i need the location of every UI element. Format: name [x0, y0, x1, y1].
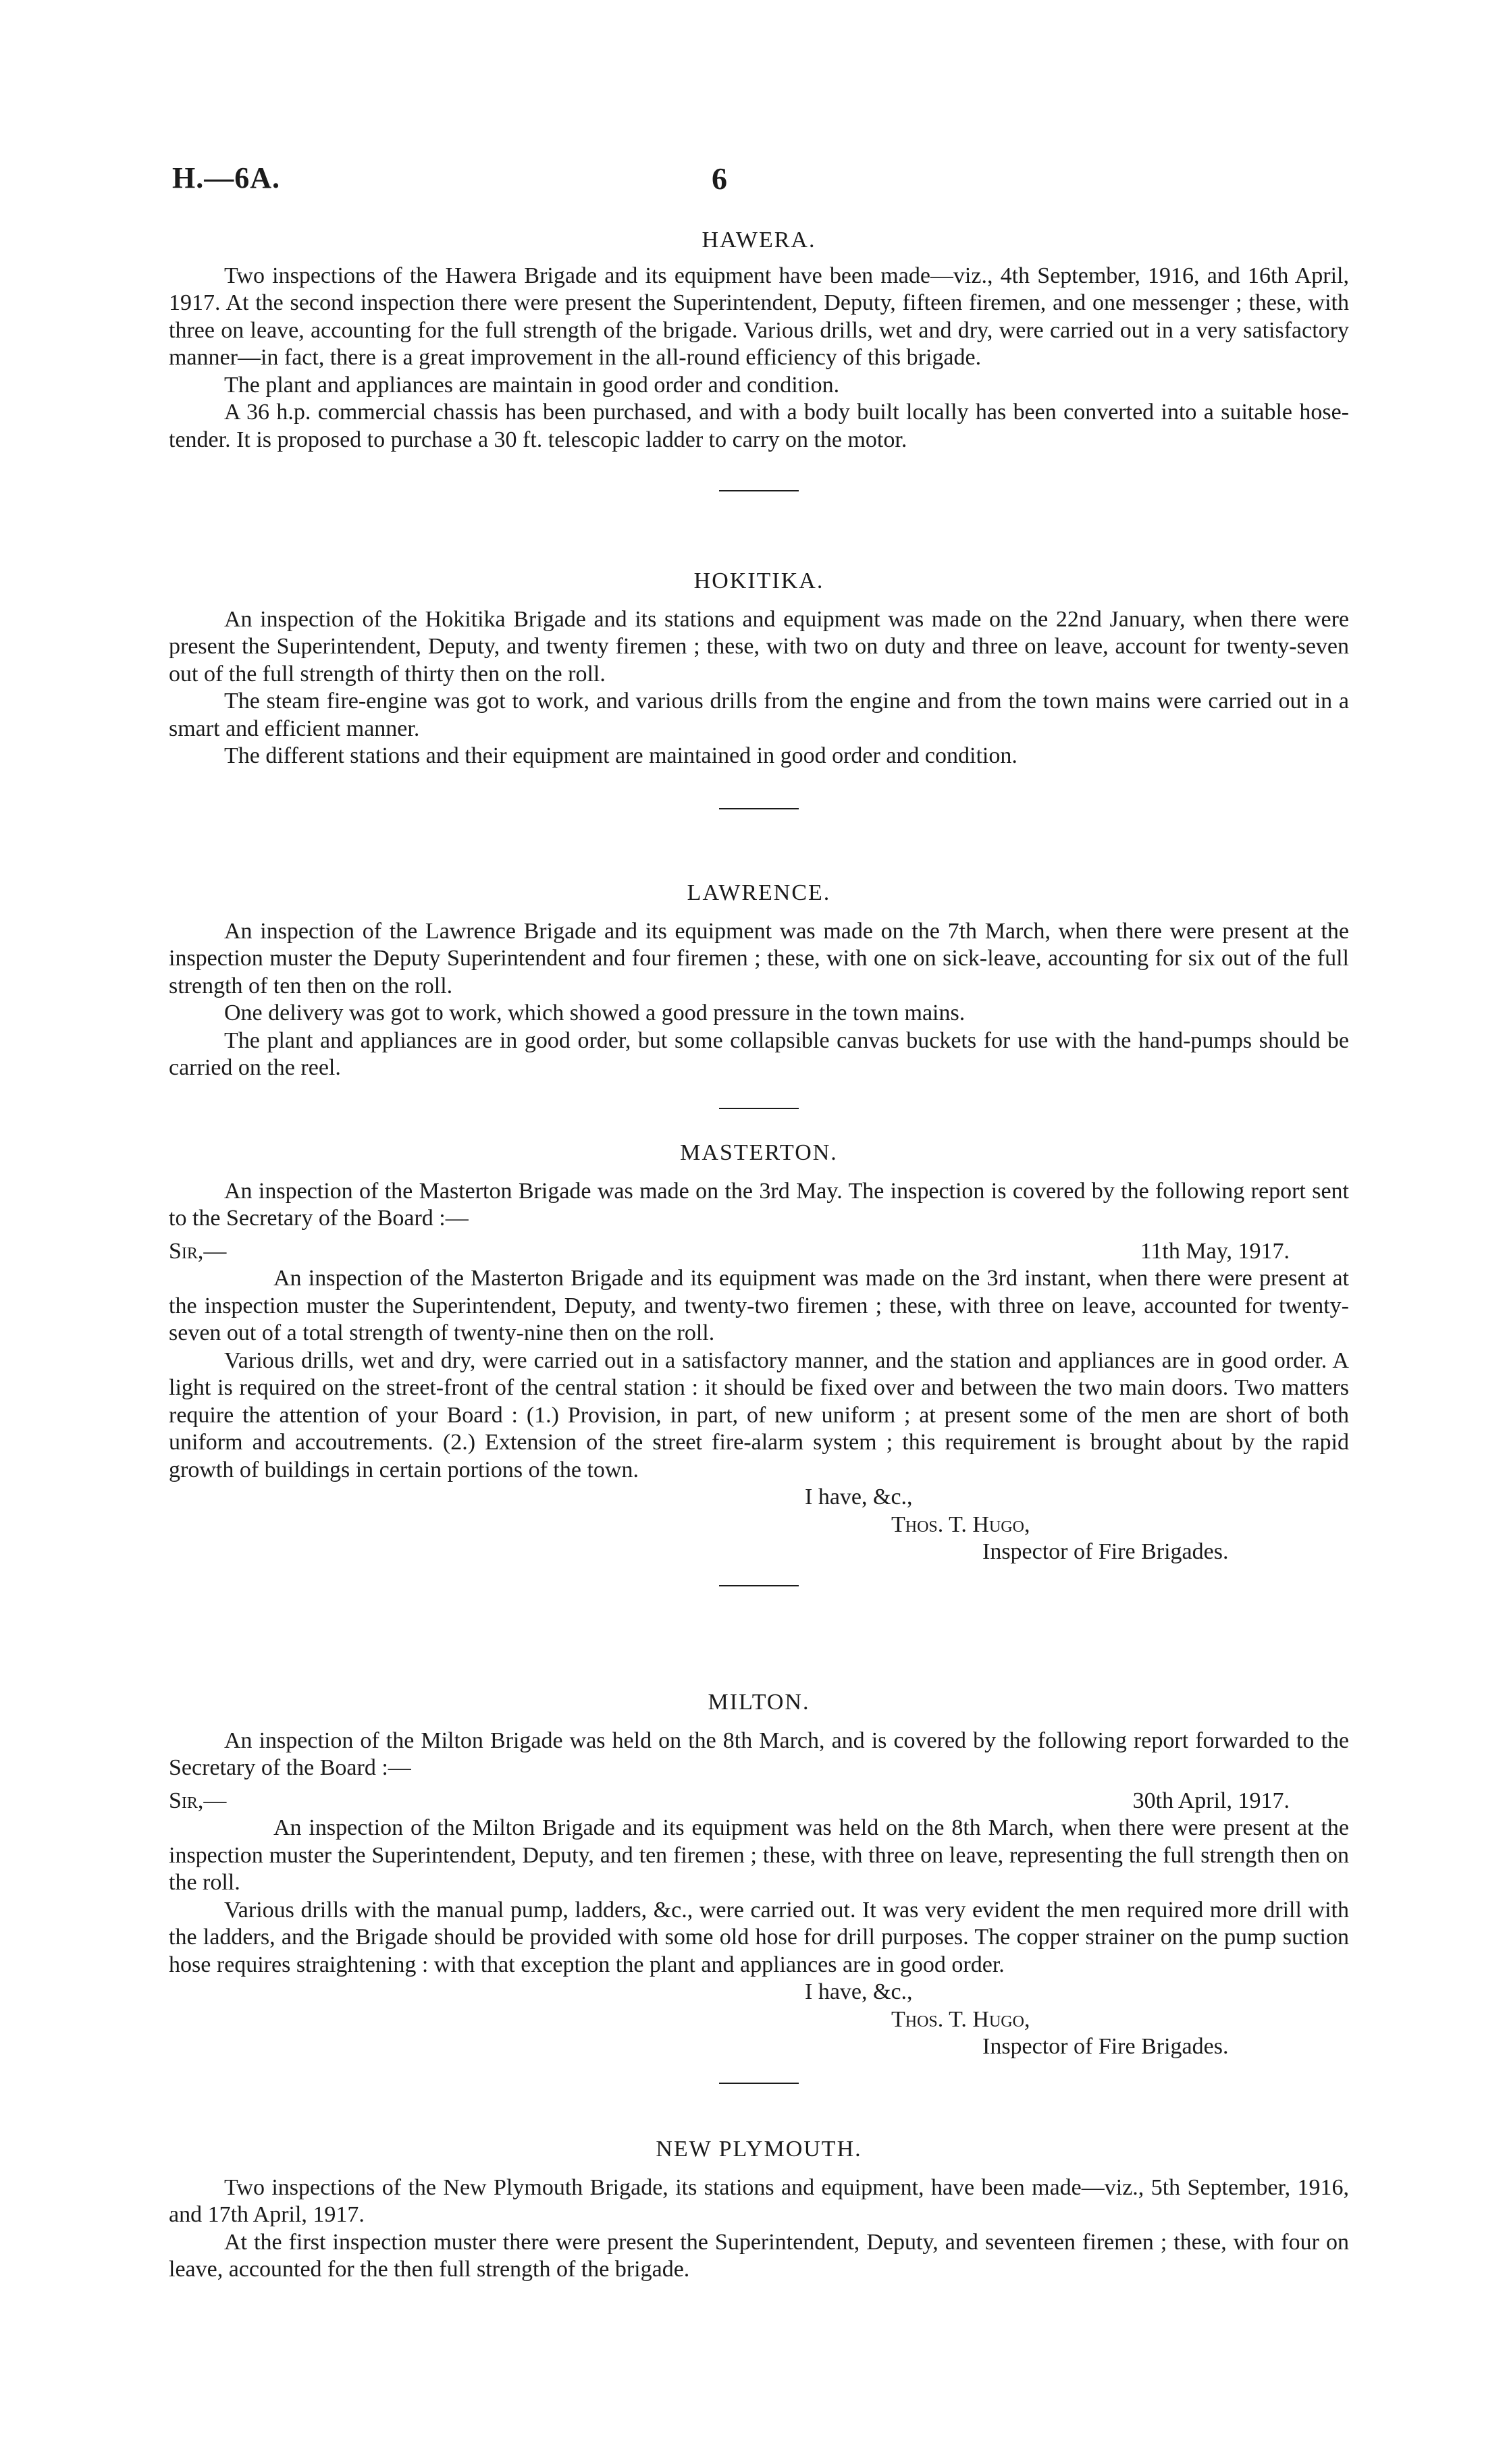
milton-paragraph-1: An inspection of the Milton Brigade was held on the 8th March, and is covered by the following report forwarded to the Secretary of the Board :—	[169, 1728, 1349, 1780]
section-masterton	[169, 1140, 1349, 1586]
heading-milton: MILTON.	[708, 1690, 810, 1715]
masterton-closing: I have, &c.,	[805, 1484, 913, 1509]
section-divider	[719, 808, 799, 809]
new-plymouth-paragraph-1: Two inspections of the New Plymouth Brigade, its stations and equipment, have been made—viz., 5th September, 1916, and 17th April, 1917.	[169, 2174, 1349, 2227]
milton-paragraph-2: An inspection of the Milton Brigade and its equipment was held on the 8th March, when there were present at the inspection muster the Superintendent, Deputy, and ten firemen ; these, with three on leave, representing the full strength then on the roll.	[169, 1815, 1349, 1895]
section-divider	[719, 2083, 799, 2084]
milton-letter-date: 30th April, 1917.	[1132, 1788, 1290, 1813]
heading-hawera: HAWERA.	[702, 227, 816, 252]
heading-new-plymouth: NEW PLYMOUTH.	[656, 2137, 862, 2162]
hawera-paragraph-1: Two inspections of the Hawera Brigade and its equipment have been made—viz., 4th September, 1916, and 16th April, 1917. At the second inspection there were present the Superintendent, Deputy, fifteen firemen, and one messenger ; these, with three on leave, accounting for the full strength of the brigade. Various drills, wet and dry, were carried out in a very satisfactory manner—in fact, there is a great improvement in the all-round efficiency of this brigade.	[169, 263, 1349, 370]
hokitika-paragraph-1: An inspection of the Hokitika Brigade and its stations and equipment was made on the 22nd January, when there were present the Superintendent, Deputy, and twenty firemen ; these, with two on duty and three on leave, account for twenty-seven out of the full strength of thirty then on the roll.	[169, 606, 1349, 687]
heading-lawrence: LAWRENCE.	[687, 880, 831, 905]
section-hawera	[169, 227, 1349, 491]
section-new-plymouth	[169, 2136, 1349, 2284]
section-hokitika	[169, 568, 1349, 809]
masterton-letter-date: 11th May, 1917.	[1140, 1238, 1290, 1264]
section-divider	[719, 1108, 799, 1109]
masterton-letter-head	[169, 1238, 1349, 1266]
milton-letter-head	[169, 1788, 1349, 1815]
milton-signatory: Thos. T. Hugo,	[891, 2006, 1030, 2032]
page-reference: H.—6A.	[172, 161, 280, 194]
milton-closing: I have, &c.,	[805, 1979, 913, 2004]
page-number: 6	[712, 161, 727, 196]
milton-signatory-title: Inspector of Fire Brigades.	[982, 2034, 1229, 2059]
lawrence-paragraph-3: The plant and appliances are in good order, but some collapsible canvas buckets for use with the hand-pumps should be carried on the reel.	[169, 1027, 1349, 1080]
hawera-paragraph-2: The plant and appliances are maintain in good order and condition.	[224, 372, 840, 398]
section-lawrence	[169, 880, 1349, 1109]
milton-salutation: Sir,—	[169, 1788, 227, 1813]
masterton-salutation: Sir,—	[169, 1238, 227, 1264]
masterton-paragraph-3: Various drills, wet and dry, were carried out in a satisfactory manner, and the station and appliances are in good order. A light is required on the street-front of the central station : it should be fixed over and between the two main doors. Two matters require the attention of your Board : (1.) Provision, in part, of new uniform ; at present some of the men are short of both uniform and accoutrements. (2.) Extension of the street fire-alarm system ; this requirement is brought about by the rapid growth of buildings in certain portions of the town.	[169, 1347, 1349, 1482]
section-milton	[169, 1689, 1349, 2084]
masterton-signatory-title: Inspector of Fire Brigades.	[982, 1539, 1229, 1564]
masterton-paragraph-2: An inspection of the Masterton Brigade and its equipment was made on the 3rd instant, when there were present at the inspection muster the Superintendent, Deputy, and twenty-two firemen ; these, with three on leave, accounted for twenty-seven out of a total strength of twenty-nine then on the roll.	[169, 1266, 1349, 1345]
section-divider	[719, 490, 799, 491]
lawrence-paragraph-2: One delivery was got to work, which showed a good pressure in the town mains.	[224, 1000, 966, 1025]
hokitika-paragraph-2: The steam fire-engine was got to work, and various drills from the engine and from the town mains were carried out in a smart and efficient manner.	[169, 689, 1349, 741]
section-divider	[719, 1585, 799, 1586]
hawera-paragraph-3: A 36 h.p. commercial chassis has been purchased, and with a body built locally has been converted into a suitable hose-tender. It is proposed to purchase a 30 ft. telescopic ladder to carry on the motor.	[169, 400, 1349, 452]
new-plymouth-paragraph-2: At the first inspection muster there were present the Superintendent, Deputy, and seventeen firemen ; these, with four on leave, accounted for the then full strength of the brigade.	[169, 2229, 1349, 2282]
milton-paragraph-3: Various drills with the manual pump, ladders, &c., were carried out. It was very evident the men required more drill with the ladders, and the Brigade should be provided with some old hose for drill purposes. The copper strainer on the pump suction hose requires straightening : with that exception the plant and appliances are in good order.	[169, 1897, 1349, 1977]
masterton-signatory: Thos. T. Hugo,	[891, 1511, 1030, 1537]
hokitika-paragraph-3: The different stations and their equipment are maintained in good order and condition.	[224, 743, 1017, 768]
heading-hokitika: HOKITIKA.	[693, 568, 824, 593]
heading-masterton: MASTERTON.	[680, 1140, 838, 1165]
lawrence-paragraph-1: An inspection of the Lawrence Brigade and its equipment was made on the 7th March, when there were present at the inspection muster the Deputy Superintendent and four firemen ; these, with one on sick-leave, accounting for six out of the full strength of ten then on the roll.	[169, 918, 1349, 998]
masterton-paragraph-1: An inspection of the Masterton Brigade was made on the 3rd May. The inspection is covered by the following report sent to the Secretary of the Board :—	[169, 1178, 1349, 1231]
